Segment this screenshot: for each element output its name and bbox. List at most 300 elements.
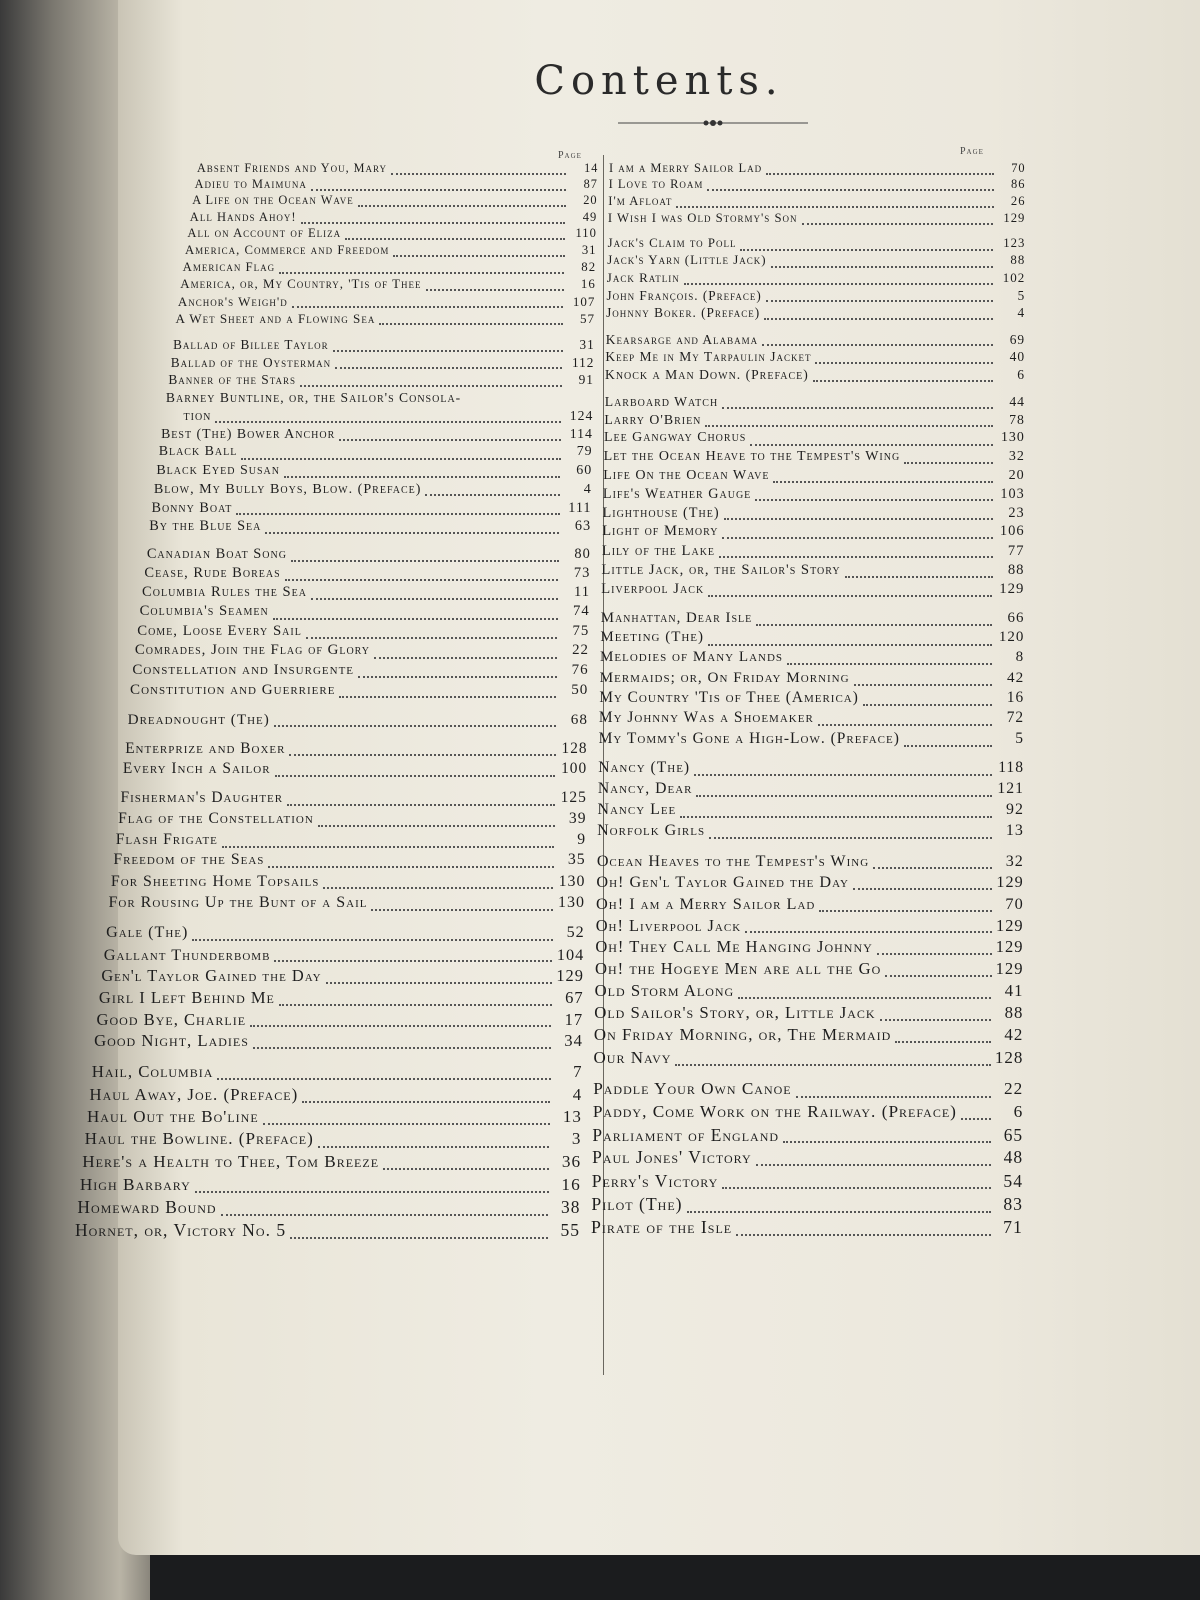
entry-group	[591, 1078, 1025, 1240]
leader-dots	[796, 1085, 992, 1097]
entry-title: Paul Jones' Victory	[592, 1147, 752, 1168]
entry-title: A Wet Sheet and a Flowing Sea	[175, 310, 376, 326]
contents-entry	[608, 193, 1025, 210]
entry-title: Come, Loose Every Sail	[137, 622, 302, 639]
entry-group	[605, 160, 1025, 226]
entry-page-number: 22	[572, 642, 589, 659]
leader-dots	[268, 857, 553, 868]
contents-entry	[601, 580, 1024, 600]
leader-dots	[877, 943, 992, 955]
contents-entry	[594, 1024, 1023, 1046]
leader-dots	[708, 635, 992, 646]
entry-title: My Johnny Was a Shoemaker	[598, 709, 814, 727]
leader-dots	[215, 413, 561, 423]
entry-page-number: 6	[1013, 1101, 1024, 1121]
entry-page-number: 80	[574, 546, 591, 562]
contents-entry	[123, 759, 587, 779]
leader-dots	[335, 360, 562, 370]
leader-dots	[722, 529, 992, 540]
leader-dots	[745, 922, 991, 934]
entry-title: High Barbary	[79, 1174, 191, 1194]
leader-dots	[290, 1227, 548, 1240]
entry-page-number: 112	[571, 354, 595, 370]
entry-page-number: 83	[1003, 1193, 1023, 1214]
leader-dots	[195, 1181, 549, 1193]
entry-title: Columbia Rules the Sea	[142, 584, 307, 601]
entry-title: Comrades, Join the Flag of Glory	[134, 642, 371, 659]
entry-title: Nancy, Dear	[597, 779, 693, 797]
entry-title: Pilot (The)	[591, 1193, 683, 1214]
contents-entry	[597, 851, 1024, 872]
entry-page-number: 49	[582, 209, 598, 224]
entry-group	[175, 160, 599, 327]
contents-entry	[195, 176, 598, 192]
contents-entry	[607, 287, 1026, 304]
entry-title: Pirate of the Isle	[591, 1217, 733, 1238]
entry-title: Absent Friends and You, Mary	[197, 161, 388, 175]
contents-entry	[183, 259, 597, 276]
leader-dots	[318, 816, 555, 827]
entry-page-number: 129	[996, 915, 1024, 935]
leader-dots	[787, 654, 992, 665]
leader-dots	[192, 929, 552, 941]
leader-dots	[705, 417, 993, 427]
contents-entry	[132, 661, 588, 681]
contents-entry	[92, 1061, 583, 1083]
entry-title: Little Jack, or, the Sailor's Story	[601, 561, 841, 578]
entry-group	[593, 851, 1025, 1070]
leader-dots	[719, 548, 992, 559]
entry-page-number: 66	[1007, 609, 1025, 626]
leader-dots	[696, 785, 991, 796]
entry-title: Liverpool Jack	[601, 581, 705, 598]
leader-dots	[391, 165, 566, 174]
entry-page-number: 65	[1003, 1124, 1024, 1145]
entry-title: Best (The) Bower Anchor	[161, 426, 336, 441]
entry-page-number: 36	[561, 1151, 582, 1171]
entry-page-number: 104	[556, 944, 585, 964]
leader-dots	[873, 857, 992, 869]
contents-entry	[593, 1101, 1023, 1124]
entry-page-number: 77	[1007, 542, 1025, 559]
entry-title: Hornet, or, Victory No. 5	[75, 1220, 287, 1241]
contents-entry	[595, 958, 1024, 980]
entry-group	[122, 739, 595, 780]
entry-title: Keep Me in My Tarpaulin Jacket	[605, 349, 812, 365]
entry-page-number: 31	[581, 242, 597, 257]
leader-dots	[318, 1135, 550, 1147]
contents-entry	[599, 729, 1024, 750]
leader-dots	[287, 795, 555, 806]
entry-page-number: 111	[568, 499, 592, 516]
leader-dots	[301, 214, 566, 224]
contents-entry	[94, 1030, 583, 1052]
entry-group	[605, 331, 1025, 384]
entry-title: Mermaids; or, On Friday Morning	[599, 668, 850, 686]
entry-title: Black Eyed Susan	[156, 462, 280, 478]
entry-title: Every Inch a Sailor	[122, 760, 271, 777]
contents-entry	[77, 1196, 580, 1219]
entry-group	[130, 545, 595, 701]
entry-page-number: 55	[560, 1220, 580, 1241]
entry-page-number: 31	[579, 337, 595, 353]
entry-title: Freedom of the Seas	[113, 851, 265, 869]
leader-dots	[274, 951, 552, 963]
leader-dots	[425, 486, 559, 496]
contents-entry	[603, 485, 1025, 504]
entry-title: Lily of the Lake	[601, 542, 716, 559]
entry-group	[75, 1061, 595, 1242]
entry-page-number: 102	[1002, 270, 1026, 286]
leader-dots	[756, 615, 992, 626]
leader-dots	[863, 695, 992, 706]
contents-entry	[601, 609, 1025, 629]
contents-entry	[82, 1151, 581, 1174]
entry-page-number: 4	[583, 480, 592, 497]
entry-title: America, or, My Country, 'Tis of Thee	[180, 276, 422, 291]
entry-title: American Flag	[182, 259, 276, 274]
entry-page-number: 52	[566, 924, 585, 942]
leader-dots	[358, 198, 566, 207]
entry-title: Constitution and Guerriere	[130, 681, 336, 698]
entry-title: Haul Out the Bo'line	[87, 1106, 259, 1126]
leader-dots	[393, 248, 564, 258]
contents-entry	[111, 871, 586, 892]
contents-entry	[85, 1128, 582, 1151]
entry-page-number: 103	[1000, 485, 1025, 502]
entry-title: Haul Away, Joe. (Preface)	[89, 1084, 299, 1104]
entry-title: Old Storm Along	[594, 980, 735, 1000]
leader-dots	[311, 182, 566, 191]
entry-title: All Hands Ahoy!	[189, 209, 297, 224]
entry-page-number: 124	[569, 408, 594, 423]
entry-page-number: 39	[568, 809, 587, 827]
contents-entry	[601, 561, 1024, 580]
entry-title: Oh! Gen'l Taylor Gained the Day	[596, 872, 849, 891]
contents-entry	[592, 1124, 1023, 1147]
contents-entry	[608, 210, 1026, 227]
leader-dots	[284, 468, 560, 478]
leader-dots	[853, 879, 992, 891]
entry-page-number: 128	[561, 739, 588, 757]
contents-entry	[99, 987, 584, 1009]
entry-page-number: 121	[997, 779, 1024, 797]
entry-title: America, Commerce and Freedom	[185, 242, 390, 257]
leader-dots	[263, 1113, 550, 1125]
contents-entry	[144, 564, 590, 583]
leader-dots	[291, 551, 559, 562]
entry-title: Let the Ocean Heave to the Tempest's Wing	[603, 448, 901, 464]
leader-dots	[289, 745, 555, 756]
entry-page-number: 73	[573, 565, 591, 581]
contents-entry	[106, 922, 585, 943]
leader-dots	[766, 292, 993, 302]
entry-page-number: 23	[1008, 504, 1025, 521]
entry-title: Oh! They Call Me Hanging Johnny	[595, 937, 873, 957]
entry-title: For Sheeting Home Topsails	[110, 873, 320, 891]
leader-dots	[311, 589, 558, 600]
entry-title: Haul the Bowline. (Preface)	[84, 1129, 314, 1149]
leader-dots	[217, 1068, 550, 1080]
contents-left-column	[75, 160, 599, 1251]
entry-page-number: 129	[999, 581, 1025, 598]
leader-dots	[306, 628, 557, 639]
entry-page-number: 129	[995, 937, 1024, 957]
contents-entry	[101, 965, 584, 987]
entry-title: Bonny Boat	[151, 499, 233, 516]
contents-entry	[197, 160, 598, 176]
entry-title: Constellation and Insurgente	[132, 662, 355, 678]
contents-entry	[173, 336, 595, 354]
entry-page-number: 41	[1004, 980, 1024, 1000]
contents-entry	[178, 293, 596, 310]
leader-dots	[250, 1015, 551, 1027]
leader-dots	[708, 586, 992, 597]
entry-title: Perry's Victory	[591, 1170, 719, 1191]
contents-entry	[603, 504, 1025, 523]
entry-page-number: 107	[572, 293, 596, 309]
entry-title: Paddy, Come Work on the Railway. (Preface)	[592, 1101, 957, 1121]
contents-entry	[116, 830, 586, 851]
leader-dots	[766, 165, 993, 174]
contents-entry	[596, 872, 1023, 893]
contents-entry	[121, 788, 587, 809]
contents-entry	[599, 688, 1024, 708]
contents-entry	[192, 192, 597, 208]
entry-page-number: 9	[577, 830, 587, 848]
contents-entry	[154, 480, 592, 499]
contents-entry	[180, 276, 596, 293]
leader-dots	[279, 994, 552, 1006]
leader-dots	[222, 836, 554, 847]
entry-page-number: 118	[998, 759, 1024, 777]
entry-page-number: 68	[570, 710, 588, 728]
entry-page-number: 129	[995, 959, 1024, 979]
contents-entry	[600, 648, 1024, 668]
entry-page-number: 88	[1004, 1003, 1024, 1023]
entry-title: Here's a Health to Thee, Tom Breeze	[82, 1151, 380, 1171]
contents-entry	[75, 1219, 580, 1242]
entry-title: Light of Memory	[602, 523, 719, 540]
leader-dots	[339, 687, 556, 698]
entry-page-number: 130	[558, 894, 585, 912]
contents-entry	[603, 466, 1025, 485]
entry-title: Flash Frigate	[115, 830, 218, 848]
entry-page-number: 70	[1005, 894, 1024, 914]
entry-title: Fisherman's Daughter	[120, 789, 284, 807]
contents-entry	[156, 462, 592, 480]
leader-dots	[740, 241, 993, 251]
entry-page-number: 106	[999, 523, 1025, 540]
entry-page-number: 86	[1011, 177, 1026, 192]
entry-page-number: 35	[567, 851, 586, 869]
entry-title: Enterprize and Boxer	[125, 739, 286, 757]
entry-title: Barney Buntline, or, the Sailor's Consola-	[165, 390, 462, 406]
contents-entry	[594, 1047, 1024, 1070]
contents-entry	[190, 209, 597, 226]
entry-page-number: 3	[571, 1129, 582, 1149]
leader-dots	[241, 449, 560, 459]
leader-dots	[885, 965, 991, 977]
contents-entry	[140, 602, 590, 621]
leader-dots	[895, 1031, 991, 1043]
entry-page-number: 129	[1003, 210, 1026, 225]
entry-page-number: 63	[574, 518, 592, 535]
entry-page-number: 14	[584, 161, 599, 175]
entry-title: I Love to Roam	[608, 177, 704, 192]
contents-entry	[609, 160, 1026, 176]
contents-entry	[606, 304, 1025, 322]
entry-page-number: 57	[580, 310, 596, 326]
entry-group	[597, 758, 1025, 841]
entry-page-number: 88	[1007, 561, 1025, 578]
entry-page-number: 125	[560, 789, 587, 807]
contents-entry	[605, 348, 1025, 366]
page-title: Contents.	[534, 58, 784, 104]
contents-entry	[118, 809, 586, 830]
entry-page-number: 114	[569, 426, 593, 441]
entry-page-number: 67	[565, 987, 584, 1007]
entry-title: Homeward Bound	[77, 1197, 217, 1218]
contents-entry	[137, 622, 589, 642]
contents-entry	[125, 739, 587, 759]
entry-page-number: 17	[564, 1009, 584, 1029]
contents-entry	[128, 710, 588, 730]
contents-entry	[147, 545, 591, 564]
entry-page-number: 128	[994, 1047, 1024, 1067]
entry-group	[598, 609, 1025, 750]
entry-title: On Friday Morning, or, The Mermaid	[593, 1025, 892, 1045]
leader-dots	[680, 806, 992, 818]
contents-entry	[607, 252, 1025, 269]
contents-entry	[599, 708, 1024, 728]
entry-title: Lee Gangway Chorus	[604, 430, 747, 446]
entry-title: Our Navy	[593, 1047, 672, 1067]
leader-dots	[722, 399, 993, 409]
leader-dots	[694, 765, 992, 776]
leader-dots	[819, 900, 991, 912]
entry-title: Oh! Liverpool Jack	[595, 915, 742, 935]
entry-title: By the Blue Sea	[149, 518, 262, 535]
entry-group	[94, 922, 595, 1052]
entry-title: Dreadnought (The)	[127, 710, 270, 728]
contents-entry	[604, 429, 1025, 447]
entry-page-number: 7	[573, 1062, 583, 1082]
entry-title: Gale (The)	[106, 924, 189, 942]
leader-dots	[707, 182, 993, 192]
leader-dots	[292, 298, 564, 308]
contents-entry	[130, 681, 588, 701]
contents-entry	[596, 915, 1024, 937]
entry-page-number: 20	[583, 193, 598, 208]
entry-page-number: 6	[1017, 367, 1025, 383]
contents-entry	[187, 225, 597, 242]
entry-title: Girl I Left Behind Me	[98, 987, 275, 1007]
entry-title: My Tommy's Gone a High-Low. (Preface)	[598, 729, 900, 747]
entry-title: Knock a Man Down. (Preface)	[605, 367, 809, 383]
leader-dots	[273, 609, 558, 620]
entry-page-number: 44	[1009, 393, 1025, 409]
leader-dots	[813, 372, 993, 382]
entry-page-number: 40	[1009, 349, 1026, 365]
contents-entry	[135, 641, 589, 661]
contents-entry	[152, 499, 592, 518]
leader-dots	[722, 1177, 991, 1190]
contents-entry	[598, 800, 1024, 821]
entry-page-number: 5	[1017, 287, 1026, 303]
entry-title: Johnny Boker. (Preface)	[606, 305, 761, 321]
contents-entry	[600, 628, 1024, 648]
leader-dots	[326, 972, 552, 984]
entry-title: Nancy Lee	[597, 800, 677, 818]
leader-dots	[880, 1009, 992, 1021]
entry-group	[127, 710, 595, 730]
leader-dots	[783, 1131, 991, 1143]
entry-page-number: 74	[573, 603, 590, 620]
leader-dots	[275, 766, 556, 777]
contents-entry	[606, 331, 1025, 349]
leader-dots	[379, 316, 563, 326]
contents-entry	[596, 893, 1024, 915]
entry-page-number: 87	[583, 177, 598, 192]
entry-title: Nancy (The)	[598, 759, 691, 777]
leader-dots	[374, 648, 557, 659]
contents-entry	[113, 850, 585, 871]
leader-dots	[371, 899, 553, 911]
entry-title: Columbia's Seamen	[139, 603, 269, 620]
leader-dots	[762, 336, 993, 346]
contents-entry	[166, 389, 594, 407]
contents-entry	[164, 407, 594, 425]
entry-page-number: 50	[571, 681, 589, 698]
contents-entry	[97, 1009, 584, 1031]
contents-entry	[149, 517, 591, 536]
leader-dots	[358, 667, 557, 678]
entry-page-number: 11	[573, 584, 590, 601]
leader-dots	[285, 570, 559, 581]
leader-dots	[961, 1108, 991, 1120]
contents-entry	[171, 354, 595, 372]
entry-title: tion	[183, 408, 212, 423]
leader-dots	[724, 510, 993, 521]
entry-title: Jack's Claim to Poll	[607, 236, 737, 251]
leader-dots	[221, 1204, 549, 1216]
contents-entry	[602, 542, 1025, 561]
entry-title: Oh! the Hogeye Men are all the Go	[595, 959, 882, 979]
leader-dots	[253, 1037, 551, 1049]
entry-title: Jack's Yarn (Little Jack)	[607, 253, 767, 268]
contents-entry	[602, 522, 1024, 541]
leader-dots	[736, 1224, 991, 1237]
entry-page-number: 120	[998, 629, 1025, 646]
entry-title: Good Bye, Charlie	[96, 1009, 247, 1029]
contents-entry	[604, 448, 1025, 467]
entry-page-number: 79	[576, 444, 593, 460]
entry-page-number: 48	[1003, 1147, 1024, 1168]
entry-page-number: 4	[1017, 305, 1026, 321]
entry-group	[108, 788, 595, 913]
entry-page-number: 76	[571, 662, 589, 678]
entry-page-number: 22	[1004, 1079, 1024, 1099]
leader-dots	[771, 258, 994, 268]
contents-entry	[607, 269, 1026, 286]
entry-page-number: 13	[562, 1106, 582, 1126]
contents-entry	[592, 1170, 1023, 1193]
entry-title: Melodies of Many Lands	[600, 649, 784, 666]
leader-dots	[302, 1091, 550, 1103]
leader-dots	[279, 264, 564, 274]
left-page-column-label: Page	[558, 150, 582, 161]
